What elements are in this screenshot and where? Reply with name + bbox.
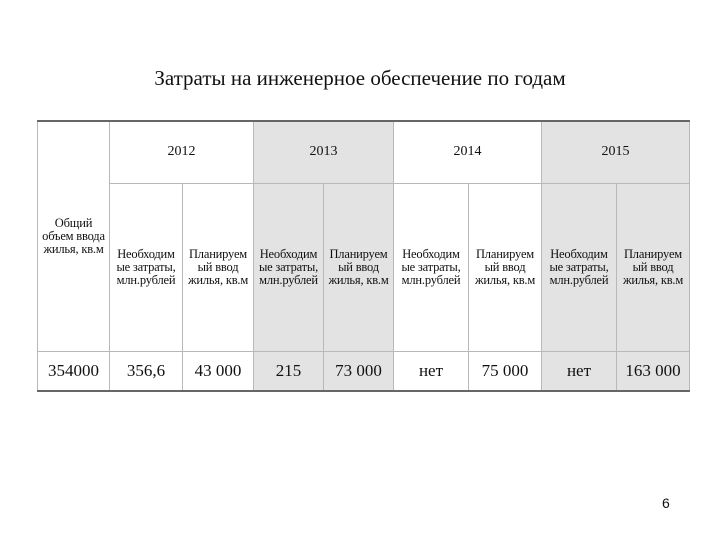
year-header-2013: 2013 bbox=[254, 121, 394, 183]
cell-2015-housing: 163 000 bbox=[617, 351, 690, 391]
cell-2013-costs: 215 bbox=[254, 351, 324, 391]
header-2012-housing: Планируем ый ввод жилья, кв.м bbox=[183, 183, 254, 351]
slide-title: Затраты на инженерное обеспечение по годам bbox=[154, 66, 566, 90]
page-number: 6 bbox=[662, 495, 670, 511]
cell-2015-costs: нет bbox=[542, 351, 617, 391]
header-2015-housing: Планируем ый ввод жилья, кв.м bbox=[617, 183, 690, 351]
costs-table bbox=[37, 120, 690, 392]
header-2013-costs: Необходим ые затраты, млн.рублей bbox=[254, 183, 324, 351]
cell-2012-housing: 43 000 bbox=[183, 351, 254, 391]
cell-2012-costs: 356,6 bbox=[110, 351, 183, 391]
header-total-volume: Общий объем ввода жилья, кв.м bbox=[38, 121, 110, 351]
header-2013-housing: Планируем ый ввод жилья, кв.м bbox=[324, 183, 394, 351]
header-2015-costs: Необходим ые затраты, млн.рублей bbox=[542, 183, 617, 351]
cell-total-volume: 354000 bbox=[38, 351, 110, 391]
year-header-2012: 2012 bbox=[110, 121, 254, 183]
header-2012-costs: Необходим ые затраты, млн.рублей bbox=[110, 183, 183, 351]
cell-2013-housing: 73 000 bbox=[324, 351, 394, 391]
year-header-2015: 2015 bbox=[542, 121, 690, 183]
header-2014-housing: Планируем ый ввод жилья, кв.м bbox=[469, 183, 542, 351]
header-2014-costs: Необходим ые затраты, млн.рублей bbox=[394, 183, 469, 351]
cell-2014-housing: 75 000 bbox=[469, 351, 542, 391]
cell-2014-costs: нет bbox=[394, 351, 469, 391]
year-header-2014: 2014 bbox=[394, 121, 542, 183]
